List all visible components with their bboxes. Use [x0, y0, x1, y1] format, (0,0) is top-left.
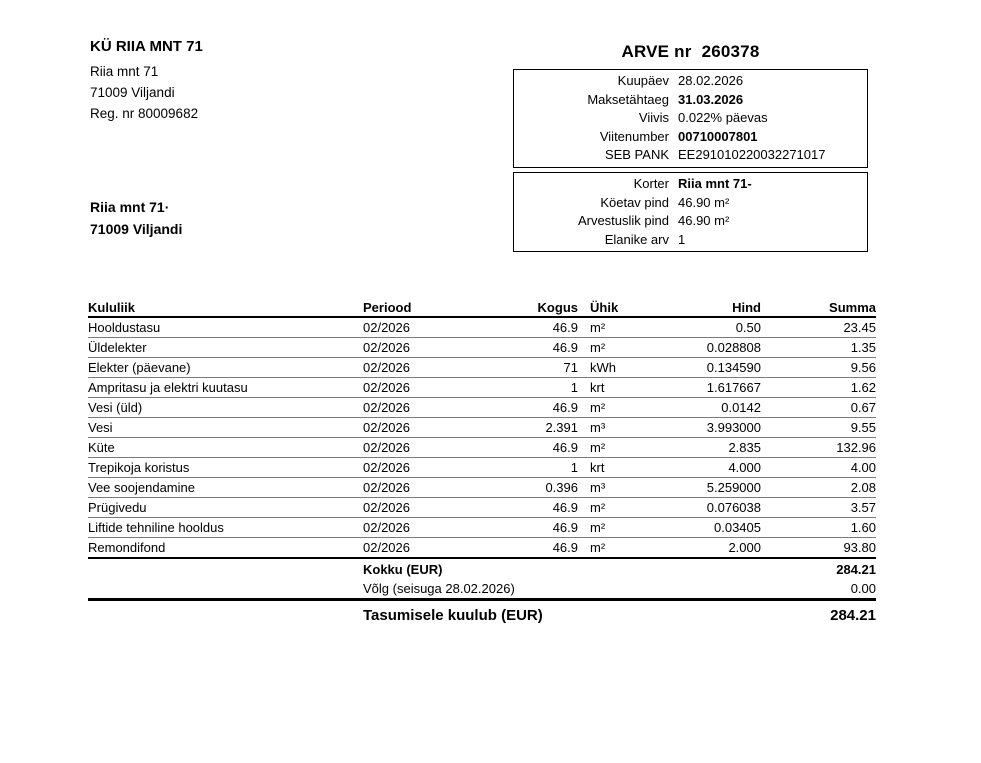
cell-periood: 02/2026: [363, 398, 483, 418]
cell-uhik: m³: [578, 418, 678, 438]
cell-kululiik: Trepikoja koristus: [88, 458, 363, 478]
recipient-line1: Riia mnt 71·: [90, 199, 170, 215]
apartment-row: [514, 231, 867, 250]
cell-kogus: 46.9: [483, 518, 578, 538]
cell-kogus: 46.9: [483, 338, 578, 358]
detail-label: Viivis: [638, 110, 669, 126]
apartment-value: 46.90 m²: [678, 213, 730, 229]
cell-hind: 0.028808: [678, 338, 761, 358]
detail-value: 00710007801: [678, 128, 758, 144]
cell-summa: 4.00: [761, 458, 876, 478]
summary-spacer: [88, 558, 363, 579]
cell-uhik: m²: [578, 338, 678, 358]
summary-value: 284.21: [836, 561, 876, 577]
cell-summa: 3.57: [761, 498, 876, 518]
apartment-row: [514, 212, 867, 231]
apartment-row: [514, 194, 867, 213]
cell-kogus: 46.9: [483, 498, 578, 518]
cell-summa: 93.80: [761, 538, 876, 559]
cell-summa: 132.96: [761, 438, 876, 458]
table-row: [88, 478, 876, 498]
cell-kululiik: Remondifond: [88, 538, 363, 559]
charges-table: [88, 298, 876, 628]
total-spacer: [88, 600, 363, 629]
cell-kululiik: Hooldustasu: [88, 317, 363, 338]
detail-row: [514, 146, 867, 165]
table-row: [88, 538, 876, 559]
detail-row: [514, 72, 867, 91]
detail-value: 0.022% päevas: [678, 110, 768, 126]
cell-uhik: krt: [578, 378, 678, 398]
detail-label: Viitenumber: [599, 128, 669, 144]
table-row: [88, 418, 876, 438]
cell-uhik: kWh: [578, 358, 678, 378]
cell-kululiik: Vee soojendamine: [88, 478, 363, 498]
detail-value: 28.02.2026: [678, 73, 744, 88]
cell-hind: 0.03405: [678, 518, 761, 538]
cell-hind: 0.134590: [678, 358, 761, 378]
cell-periood: 02/2026: [363, 518, 483, 538]
summary-label: Kokku (EUR): [363, 561, 443, 577]
detail-row: [514, 91, 867, 110]
cell-uhik: m²: [578, 538, 678, 559]
sender-address-line1: Riia mnt 71: [90, 64, 159, 79]
cell-periood: 02/2026: [363, 317, 483, 338]
table-row: [88, 438, 876, 458]
cell-kululiik: Vesi (üld): [88, 398, 363, 418]
cell-hind: 0.076038: [678, 498, 761, 518]
cell-kogus: 46.9: [483, 438, 578, 458]
cell-periood: 02/2026: [363, 378, 483, 398]
header-cell-uhik: Ühik: [578, 298, 678, 317]
charges-table-wrap: [88, 298, 876, 628]
total-value: 284.21: [830, 607, 876, 624]
invoice-details-box: [513, 69, 868, 168]
table-row: [88, 358, 876, 378]
cell-hind: 0.50: [678, 317, 761, 338]
table-row: [88, 518, 876, 538]
table-header-row: [88, 298, 876, 317]
cell-kululiik: Vesi: [88, 418, 363, 438]
cell-periood: 02/2026: [363, 478, 483, 498]
cell-hind: 2.835: [678, 438, 761, 458]
apartment-value: 1: [678, 231, 686, 247]
header-cell-kululiik: Kululiik: [88, 298, 363, 317]
cell-summa: 2.08: [761, 478, 876, 498]
header-cell-hind: Hind: [678, 298, 761, 317]
detail-value: EE291010220032271017: [678, 147, 826, 163]
summary-label: Võlg (seisuga 28.02.2026): [363, 579, 761, 600]
charges-table-head: [88, 298, 876, 317]
cell-kogus: 46.9: [483, 538, 578, 559]
cell-summa: 9.55: [761, 418, 876, 438]
cell-summa: 23.45: [761, 317, 876, 338]
cell-summa: 9.56: [761, 358, 876, 378]
cell-uhik: m²: [578, 438, 678, 458]
detail-row: [514, 109, 867, 128]
cell-summa: 1.35: [761, 338, 876, 358]
cell-kogus: 2.391: [483, 418, 578, 438]
cell-hind: 3.993000: [678, 418, 761, 438]
header-cell-kogus: Kogus: [483, 298, 578, 317]
cell-kogus: 1: [483, 458, 578, 478]
detail-label: Maksetähtaeg: [587, 91, 669, 107]
total-label: Tasumisele kuulub (EUR): [363, 607, 543, 624]
table-row: [88, 458, 876, 478]
cell-kogus: 46.9: [483, 398, 578, 418]
invoice-title-label: ARVE nr: [621, 42, 692, 61]
cell-periood: 02/2026: [363, 438, 483, 458]
apartment-value: 46.90 m²: [678, 194, 730, 210]
table-row: [88, 338, 876, 358]
total-row: [88, 600, 876, 629]
cell-uhik: m²: [578, 398, 678, 418]
cell-hind: 4.000: [678, 458, 761, 478]
cell-kululiik: Üldelekter: [88, 338, 363, 358]
sender-name: KÜ RIIA MNT 71: [90, 38, 203, 55]
apartment-box: [513, 172, 868, 252]
summary-row: [88, 558, 876, 579]
table-row: [88, 378, 876, 398]
apartment-label: Korter: [633, 176, 669, 191]
cell-kogus: 1: [483, 378, 578, 398]
sender-address-line2: 71009 Viljandi: [90, 85, 175, 100]
cell-hind: 0.0142: [678, 398, 761, 418]
summary-spacer: [88, 579, 363, 600]
apartment-label: Köetav pind: [600, 194, 669, 210]
apartment-label: Elanike arv: [604, 231, 669, 247]
apartment-value: Riia mnt 71-: [678, 176, 752, 191]
apartment-label: Arvestuslik pind: [577, 213, 669, 229]
recipient-block: [90, 196, 182, 240]
cell-hind: 1.617667: [678, 378, 761, 398]
cell-uhik: m³: [578, 478, 678, 498]
header-cell-periood: Periood: [363, 298, 483, 317]
cell-kululiik: Elekter (päevane): [88, 358, 363, 378]
recipient-line2: 71009 Viljandi: [90, 221, 183, 237]
cell-periood: 02/2026: [363, 458, 483, 478]
invoice-title: [513, 42, 868, 62]
table-row: [88, 317, 876, 338]
sender-reg-number: Reg. nr 80009682: [90, 106, 199, 121]
detail-row: [514, 128, 867, 147]
cell-periood: 02/2026: [363, 498, 483, 518]
apartment-row: [514, 175, 867, 194]
charges-table-foot: [88, 558, 876, 628]
cell-kogus: 71: [483, 358, 578, 378]
detail-value: 31.03.2026: [678, 91, 744, 107]
cell-hind: 5.259000: [678, 478, 761, 498]
cell-uhik: krt: [578, 458, 678, 478]
header-cell-summa: Summa: [761, 298, 876, 317]
cell-summa: 0.67: [761, 398, 876, 418]
cell-hind: 2.000: [678, 538, 761, 559]
cell-kululiik: Liftide tehniline hooldus: [88, 518, 363, 538]
cell-uhik: m²: [578, 498, 678, 518]
cell-periood: 02/2026: [363, 538, 483, 559]
detail-label: SEB PANK: [604, 147, 669, 163]
table-row: [88, 398, 876, 418]
table-row: [88, 498, 876, 518]
cell-kululiik: Prügivedu: [88, 498, 363, 518]
charges-table-body: [88, 317, 876, 558]
cell-kogus: 46.9: [483, 317, 578, 338]
summary-row: [88, 579, 876, 600]
sender-block: [90, 36, 203, 124]
cell-kogus: 0.396: [483, 478, 578, 498]
cell-periood: 02/2026: [363, 418, 483, 438]
cell-uhik: m²: [578, 317, 678, 338]
cell-summa: 1.62: [761, 378, 876, 398]
cell-kululiik: Küte: [88, 438, 363, 458]
cell-periood: 02/2026: [363, 358, 483, 378]
summary-value: 0.00: [761, 579, 876, 600]
cell-kululiik: Ampritasu ja elektri kuutasu: [88, 378, 363, 398]
cell-summa: 1.60: [761, 518, 876, 538]
cell-uhik: m²: [578, 518, 678, 538]
cell-periood: 02/2026: [363, 338, 483, 358]
detail-label: Kuupäev: [617, 73, 669, 88]
invoice-number: 260378: [701, 42, 760, 61]
